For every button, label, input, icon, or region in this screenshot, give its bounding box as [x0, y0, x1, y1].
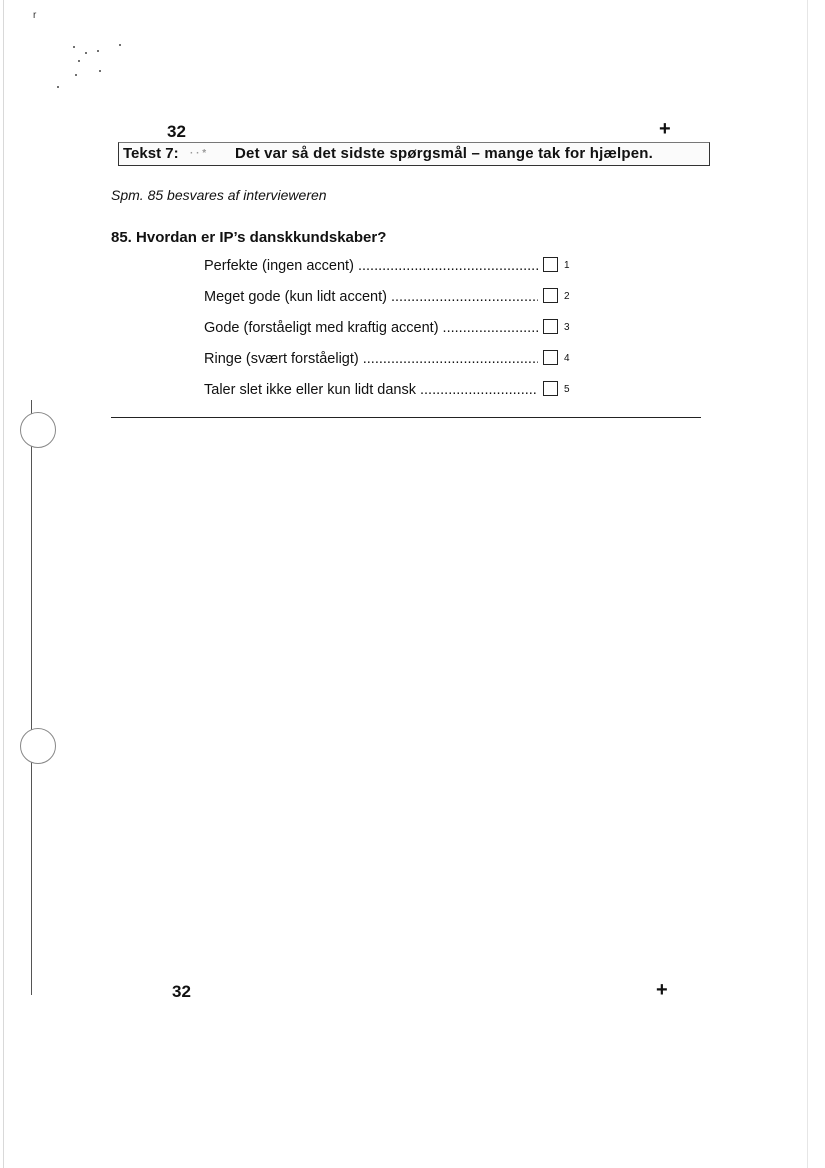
option-code: 4	[564, 353, 570, 364]
text-box-label: Tekst 7:	[123, 145, 179, 162]
plus-mark-top: +	[659, 118, 671, 140]
option-label: Meget gode (kun lidt accent) .....	[204, 289, 538, 305]
plus-mark-bottom: +	[656, 979, 668, 1001]
option-label: Ringe (svært forståeligt) .....	[204, 351, 538, 367]
page-number-top: 32	[167, 122, 186, 141]
option-code: 1	[564, 260, 570, 271]
page-number-bottom: 32	[172, 982, 191, 1001]
answer-option[interactable]	[204, 254, 584, 285]
punch-hole	[20, 728, 56, 764]
page-edge-right	[807, 0, 808, 1168]
option-code: 2	[564, 291, 570, 302]
answer-option[interactable]	[204, 378, 584, 409]
option-checkbox[interactable]	[543, 288, 558, 303]
answer-option[interactable]	[204, 316, 584, 347]
answer-options	[204, 254, 584, 409]
interviewer-instruction: Spm. 85 besvares af intervieweren	[111, 187, 327, 203]
answer-option[interactable]	[204, 347, 584, 378]
question-title: 85. Hvordan er IP’s danskkundskaber?	[111, 229, 387, 246]
read-aloud-text-box	[118, 142, 710, 166]
page-edge-left	[3, 0, 4, 1168]
option-checkbox[interactable]	[543, 381, 558, 396]
text-box-message: Det var så det sidste spørgsmål – mange tak for hjælpen.	[235, 145, 653, 162]
section-divider	[111, 417, 701, 418]
option-code: 3	[564, 322, 570, 333]
option-checkbox[interactable]	[543, 257, 558, 272]
scan-specks	[45, 30, 145, 100]
answer-option[interactable]	[204, 285, 584, 316]
option-label: Perfekte (ingen accent) .....	[204, 258, 538, 274]
scan-mark: r	[33, 10, 37, 21]
option-checkbox[interactable]	[543, 319, 558, 334]
text-box-dots: · · *	[190, 148, 207, 159]
option-label: Taler slet ikke eller kun lidt dansk .....	[204, 382, 538, 398]
option-code: 5	[564, 384, 570, 395]
option-checkbox[interactable]	[543, 350, 558, 365]
option-label: Gode (forståeligt med kraftig accent) .....	[204, 320, 538, 336]
binder-line	[31, 400, 32, 995]
punch-hole	[20, 412, 56, 448]
